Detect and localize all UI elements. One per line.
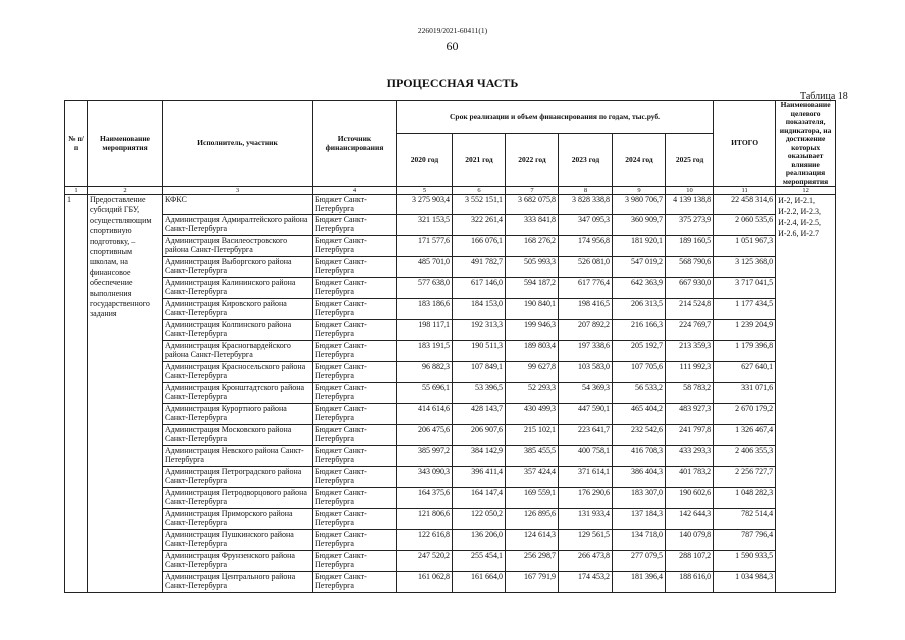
year-value-cell: 343 090,3 bbox=[397, 467, 453, 488]
year-value-cell: 184 153,0 bbox=[453, 299, 506, 320]
year-value-cell: 360 909,7 bbox=[613, 215, 666, 236]
table-row bbox=[65, 488, 836, 509]
year-value-cell: 256 298,7 bbox=[506, 551, 559, 572]
year-value-cell: 181 920,1 bbox=[613, 236, 666, 257]
source-cell: Бюджет Санкт-Петербурга bbox=[313, 320, 397, 341]
total-cell: 1 590 933,5 bbox=[714, 551, 776, 572]
table-row bbox=[65, 236, 836, 257]
year-value-cell: 4 139 138,8 bbox=[666, 195, 714, 215]
year-value-cell: 111 992,3 bbox=[666, 362, 714, 383]
year-value-cell: 53 396,5 bbox=[453, 383, 506, 404]
executor-cell: Администрация Курортного района Санкт-Петербурга bbox=[163, 404, 313, 425]
source-cell: Бюджет Санкт-Петербурга bbox=[313, 572, 397, 593]
executor-cell: Администрация Кировского района Санкт-Петербурга bbox=[163, 299, 313, 320]
executor-cell: Администрация Фрунзенского района Санкт-Петербурга bbox=[163, 551, 313, 572]
year-value-cell: 103 583,0 bbox=[559, 362, 613, 383]
year-value-cell: 232 542,6 bbox=[613, 425, 666, 446]
total-cell: 1 326 467,4 bbox=[714, 425, 776, 446]
source-cell: Бюджет Санкт-Петербурга bbox=[313, 551, 397, 572]
executor-cell: КФКС bbox=[163, 195, 313, 215]
year-value-cell: 55 696,1 bbox=[397, 383, 453, 404]
year-value-cell: 357 424,4 bbox=[506, 467, 559, 488]
year-value-cell: 667 930,0 bbox=[666, 278, 714, 299]
executor-cell: Администрация Кронштадтского района Санкт-Петербурга bbox=[163, 383, 313, 404]
table-row bbox=[65, 257, 836, 278]
year-value-cell: 164 375,6 bbox=[397, 488, 453, 509]
source-cell: Бюджет Санкт-Петербурга bbox=[313, 425, 397, 446]
year-value-cell: 166 076,1 bbox=[453, 236, 506, 257]
source-cell: Бюджет Санкт-Петербурга bbox=[313, 362, 397, 383]
year-value-cell: 347 095,3 bbox=[559, 215, 613, 236]
document-id: 226019/2021-60411(1) bbox=[417, 26, 488, 35]
year-value-cell: 428 143,7 bbox=[453, 404, 506, 425]
executor-cell: Администрация Невского района Санкт-Петербурга bbox=[163, 446, 313, 467]
source-cell: Бюджет Санкт-Петербурга bbox=[313, 404, 397, 425]
year-value-cell: 198 117,1 bbox=[397, 320, 453, 341]
total-cell: 3 717 041,5 bbox=[714, 278, 776, 299]
year-value-cell: 131 933,4 bbox=[559, 509, 613, 530]
table-row bbox=[65, 195, 836, 215]
year-value-cell: 171 577,6 bbox=[397, 236, 453, 257]
table-row bbox=[65, 299, 836, 320]
year-value-cell: 129 561,5 bbox=[559, 530, 613, 551]
year-value-cell: 384 142,9 bbox=[453, 446, 506, 467]
year-value-cell: 483 927,3 bbox=[666, 404, 714, 425]
year-value-cell: 3 275 903,4 bbox=[397, 195, 453, 215]
year-value-cell: 206 313,5 bbox=[613, 299, 666, 320]
year-value-cell: 206 475,6 bbox=[397, 425, 453, 446]
year-value-cell: 241 797,8 bbox=[666, 425, 714, 446]
year-value-cell: 371 614,1 bbox=[559, 467, 613, 488]
table-row bbox=[65, 572, 836, 593]
column-number: 11 bbox=[714, 187, 776, 195]
year-value-cell: 169 559,1 bbox=[506, 488, 559, 509]
table-row bbox=[65, 467, 836, 488]
year-value-cell: 183 307,0 bbox=[613, 488, 666, 509]
table-row bbox=[65, 446, 836, 467]
year-value-cell: 56 533,2 bbox=[613, 383, 666, 404]
column-number: 8 bbox=[559, 187, 613, 195]
year-value-cell: 174 956,8 bbox=[559, 236, 613, 257]
year-value-cell: 526 081,0 bbox=[559, 257, 613, 278]
executor-cell: Администрация Адмиралтейского района Санкт-Петербурга bbox=[163, 215, 313, 236]
year-value-cell: 207 892,2 bbox=[559, 320, 613, 341]
year-value-cell: 142 644,3 bbox=[666, 509, 714, 530]
year-value-cell: 190 840,1 bbox=[506, 299, 559, 320]
year-value-cell: 3 828 338,8 bbox=[559, 195, 613, 215]
year-value-cell: 447 590,1 bbox=[559, 404, 613, 425]
total-cell: 3 125 368,0 bbox=[714, 257, 776, 278]
total-cell: 2 670 179,2 bbox=[714, 404, 776, 425]
year-value-cell: 213 359,3 bbox=[666, 341, 714, 362]
source-cell: Бюджет Санкт-Петербурга bbox=[313, 278, 397, 299]
year-value-cell: 247 520,2 bbox=[397, 551, 453, 572]
page-number: 60 bbox=[446, 39, 459, 53]
year-value-cell: 617 146,0 bbox=[453, 278, 506, 299]
source-cell: Бюджет Санкт-Петербурга bbox=[313, 236, 397, 257]
year-value-cell: 3 682 075,8 bbox=[506, 195, 559, 215]
year-value-cell: 189 803,4 bbox=[506, 341, 559, 362]
header-year: 2021 год bbox=[453, 133, 506, 186]
total-cell: 782 514,4 bbox=[714, 509, 776, 530]
executor-cell: Администрация Выборгского района Санкт-Петербурга bbox=[163, 257, 313, 278]
source-cell: Бюджет Санкт-Петербурга bbox=[313, 299, 397, 320]
total-cell: 2 060 535,6 bbox=[714, 215, 776, 236]
source-cell: Бюджет Санкт-Петербурга bbox=[313, 383, 397, 404]
year-value-cell: 216 166,3 bbox=[613, 320, 666, 341]
year-value-cell: 266 473,8 bbox=[559, 551, 613, 572]
year-value-cell: 491 782,7 bbox=[453, 257, 506, 278]
source-cell: Бюджет Санкт-Петербурга bbox=[313, 257, 397, 278]
year-value-cell: 134 718,0 bbox=[613, 530, 666, 551]
year-value-cell: 215 102,1 bbox=[506, 425, 559, 446]
year-value-cell: 333 841,8 bbox=[506, 215, 559, 236]
year-value-cell: 505 993,3 bbox=[506, 257, 559, 278]
executor-cell: Администрация Центрального района Санкт-Петербурга bbox=[163, 572, 313, 593]
year-value-cell: 161 062,8 bbox=[397, 572, 453, 593]
year-value-cell: 122 616,8 bbox=[397, 530, 453, 551]
executor-cell: Администрация Московского района Санкт-Петербурга bbox=[163, 425, 313, 446]
executor-cell: Администрация Пушкинского района Санкт-Петербурга bbox=[163, 530, 313, 551]
year-value-cell: 322 261,4 bbox=[453, 215, 506, 236]
year-value-cell: 396 411,4 bbox=[453, 467, 506, 488]
year-value-cell: 433 293,3 bbox=[666, 446, 714, 467]
section-title: ПРОЦЕССНАЯ ЧАСТЬ bbox=[386, 76, 519, 90]
financing-table bbox=[64, 100, 836, 593]
table-label: Таблица 18 bbox=[800, 91, 848, 102]
year-value-cell: 385 997,2 bbox=[397, 446, 453, 467]
year-value-cell: 3 552 151,1 bbox=[453, 195, 506, 215]
year-value-cell: 161 664,0 bbox=[453, 572, 506, 593]
executor-cell: Администрация Колпинского района Санкт-Петербурга bbox=[163, 320, 313, 341]
row-number: 1 bbox=[65, 195, 88, 593]
year-value-cell: 255 454,1 bbox=[453, 551, 506, 572]
header-source: Источник финансирования bbox=[313, 101, 397, 187]
source-cell: Бюджет Санкт-Петербурга bbox=[313, 446, 397, 467]
source-cell: Бюджет Санкт-Петербурга bbox=[313, 509, 397, 530]
year-value-cell: 386 404,3 bbox=[613, 467, 666, 488]
year-value-cell: 176 290,6 bbox=[559, 488, 613, 509]
total-cell: 1 034 984,3 bbox=[714, 572, 776, 593]
year-value-cell: 137 184,3 bbox=[613, 509, 666, 530]
year-value-cell: 96 882,3 bbox=[397, 362, 453, 383]
year-value-cell: 288 107,2 bbox=[666, 551, 714, 572]
executor-cell: Администрация Петроградского района Санкт-Петербурга bbox=[163, 467, 313, 488]
year-value-cell: 136 206,0 bbox=[453, 530, 506, 551]
source-cell: Бюджет Санкт-Петербурга bbox=[313, 530, 397, 551]
year-value-cell: 385 455,5 bbox=[506, 446, 559, 467]
source-cell: Бюджет Санкт-Петербурга bbox=[313, 488, 397, 509]
table-row bbox=[65, 278, 836, 299]
source-cell: Бюджет Санкт-Петербурга bbox=[313, 467, 397, 488]
year-value-cell: 183 186,6 bbox=[397, 299, 453, 320]
source-cell: Бюджет Санкт-Петербурга bbox=[313, 195, 397, 215]
year-value-cell: 416 708,3 bbox=[613, 446, 666, 467]
header-num: № п/п bbox=[65, 101, 88, 187]
table-row bbox=[65, 404, 836, 425]
table-row bbox=[65, 551, 836, 572]
column-number: 2 bbox=[88, 187, 163, 195]
year-value-cell: 190 602,6 bbox=[666, 488, 714, 509]
year-value-cell: 224 769,7 bbox=[666, 320, 714, 341]
table-row bbox=[65, 530, 836, 551]
total-cell: 22 458 314,6 bbox=[714, 195, 776, 215]
column-number: 5 bbox=[397, 187, 453, 195]
year-value-cell: 642 363,9 bbox=[613, 278, 666, 299]
header-year: 2022 год bbox=[506, 133, 559, 186]
year-value-cell: 198 416,5 bbox=[559, 299, 613, 320]
year-value-cell: 99 627,8 bbox=[506, 362, 559, 383]
column-number: 9 bbox=[613, 187, 666, 195]
year-value-cell: 617 776,4 bbox=[559, 278, 613, 299]
year-value-cell: 206 907,6 bbox=[453, 425, 506, 446]
year-value-cell: 223 641,7 bbox=[559, 425, 613, 446]
column-number: 12 bbox=[776, 187, 836, 195]
total-cell: 627 640,1 bbox=[714, 362, 776, 383]
executor-cell: Администрация Красносельского района Санкт-Петербурга bbox=[163, 362, 313, 383]
year-value-cell: 430 499,3 bbox=[506, 404, 559, 425]
year-value-cell: 465 404,2 bbox=[613, 404, 666, 425]
year-value-cell: 277 079,5 bbox=[613, 551, 666, 572]
column-number: 10 bbox=[666, 187, 714, 195]
column-number: 3 bbox=[163, 187, 313, 195]
header-year: 2020 год bbox=[397, 133, 453, 186]
total-cell: 331 071,6 bbox=[714, 383, 776, 404]
table-row bbox=[65, 362, 836, 383]
year-value-cell: 401 783,2 bbox=[666, 467, 714, 488]
year-value-cell: 577 638,0 bbox=[397, 278, 453, 299]
event-name: Предоставление субсидий ГБУ, осуществляющим спортивную подготовку, – спортивным школам, на финансовое обеспечение выполнения государственного задания bbox=[88, 195, 163, 593]
header-total: ИТОГО bbox=[714, 101, 776, 187]
header-event: Наименование мероприятия bbox=[88, 101, 163, 187]
header-year: 2025 год bbox=[666, 133, 714, 186]
year-value-cell: 126 895,6 bbox=[506, 509, 559, 530]
year-value-cell: 107 705,6 bbox=[613, 362, 666, 383]
year-value-cell: 164 147,4 bbox=[453, 488, 506, 509]
executor-cell: Администрация Приморского района Санкт-Петербурга bbox=[163, 509, 313, 530]
executor-cell: Администрация Петродворцового района Санкт-Петербурга bbox=[163, 488, 313, 509]
year-value-cell: 58 783,2 bbox=[666, 383, 714, 404]
year-value-cell: 3 980 706,7 bbox=[613, 195, 666, 215]
table-row bbox=[65, 341, 836, 362]
year-value-cell: 188 616,0 bbox=[666, 572, 714, 593]
year-value-cell: 205 192,7 bbox=[613, 341, 666, 362]
year-value-cell: 375 273,9 bbox=[666, 215, 714, 236]
total-cell: 787 796,4 bbox=[714, 530, 776, 551]
column-number: 1 bbox=[65, 187, 88, 195]
year-value-cell: 181 396,4 bbox=[613, 572, 666, 593]
executor-cell: Администрация Василеостровского района Санкт-Петербурга bbox=[163, 236, 313, 257]
table-row bbox=[65, 320, 836, 341]
year-value-cell: 140 079,8 bbox=[666, 530, 714, 551]
year-value-cell: 400 758,1 bbox=[559, 446, 613, 467]
year-value-cell: 168 276,2 bbox=[506, 236, 559, 257]
executor-cell: Администрация Красногвардейского района Санкт-Петербурга bbox=[163, 341, 313, 362]
column-number: 6 bbox=[453, 187, 506, 195]
total-cell: 2 406 355,3 bbox=[714, 446, 776, 467]
column-number: 7 bbox=[506, 187, 559, 195]
total-cell: 1 179 396,8 bbox=[714, 341, 776, 362]
total-cell: 1 177 434,5 bbox=[714, 299, 776, 320]
year-value-cell: 197 338,6 bbox=[559, 341, 613, 362]
total-cell: 1 051 967,3 bbox=[714, 236, 776, 257]
year-value-cell: 54 369,3 bbox=[559, 383, 613, 404]
header-year: 2024 год bbox=[613, 133, 666, 186]
year-value-cell: 485 701,0 bbox=[397, 257, 453, 278]
year-value-cell: 52 293,3 bbox=[506, 383, 559, 404]
year-value-cell: 183 191,5 bbox=[397, 341, 453, 362]
year-value-cell: 167 791,9 bbox=[506, 572, 559, 593]
year-value-cell: 174 453,2 bbox=[559, 572, 613, 593]
total-cell: 1 048 282,3 bbox=[714, 488, 776, 509]
year-value-cell: 321 153,5 bbox=[397, 215, 453, 236]
header-indicator: Наименование целевого показателя, индикатора, на достижение которых оказывает влияние реализация мероприятия bbox=[776, 101, 836, 187]
year-value-cell: 107 849,1 bbox=[453, 362, 506, 383]
year-value-cell: 121 806,6 bbox=[397, 509, 453, 530]
executor-cell: Администрация Калининского района Санкт-Петербурга bbox=[163, 278, 313, 299]
table-row bbox=[65, 425, 836, 446]
year-value-cell: 214 524,8 bbox=[666, 299, 714, 320]
year-value-cell: 199 946,3 bbox=[506, 320, 559, 341]
year-value-cell: 124 614,3 bbox=[506, 530, 559, 551]
year-value-cell: 192 313,3 bbox=[453, 320, 506, 341]
total-cell: 2 256 727,7 bbox=[714, 467, 776, 488]
header-funding-group: Срок реализации и объем финансирования по годам, тыс.руб. bbox=[397, 101, 714, 134]
year-value-cell: 547 019,2 bbox=[613, 257, 666, 278]
table-row bbox=[65, 509, 836, 530]
header-executor: Исполнитель, участник bbox=[163, 101, 313, 187]
column-number: 4 bbox=[313, 187, 397, 195]
table-row bbox=[65, 383, 836, 404]
year-value-cell: 568 790,6 bbox=[666, 257, 714, 278]
total-cell: 1 239 204,9 bbox=[714, 320, 776, 341]
year-value-cell: 414 614,6 bbox=[397, 404, 453, 425]
source-cell: Бюджет Санкт-Петербурга bbox=[313, 341, 397, 362]
header-year: 2023 год bbox=[559, 133, 613, 186]
year-value-cell: 594 187,2 bbox=[506, 278, 559, 299]
source-cell: Бюджет Санкт-Петербурга bbox=[313, 215, 397, 236]
table-row bbox=[65, 215, 836, 236]
year-value-cell: 122 050,2 bbox=[453, 509, 506, 530]
indicator-cell: И-2, И-2.1, И-2.2, И-2.3, И-2.4, И-2.5, И-2.6, И-2.7 bbox=[776, 195, 836, 593]
year-value-cell: 190 511,3 bbox=[453, 341, 506, 362]
year-value-cell: 189 160,5 bbox=[666, 236, 714, 257]
